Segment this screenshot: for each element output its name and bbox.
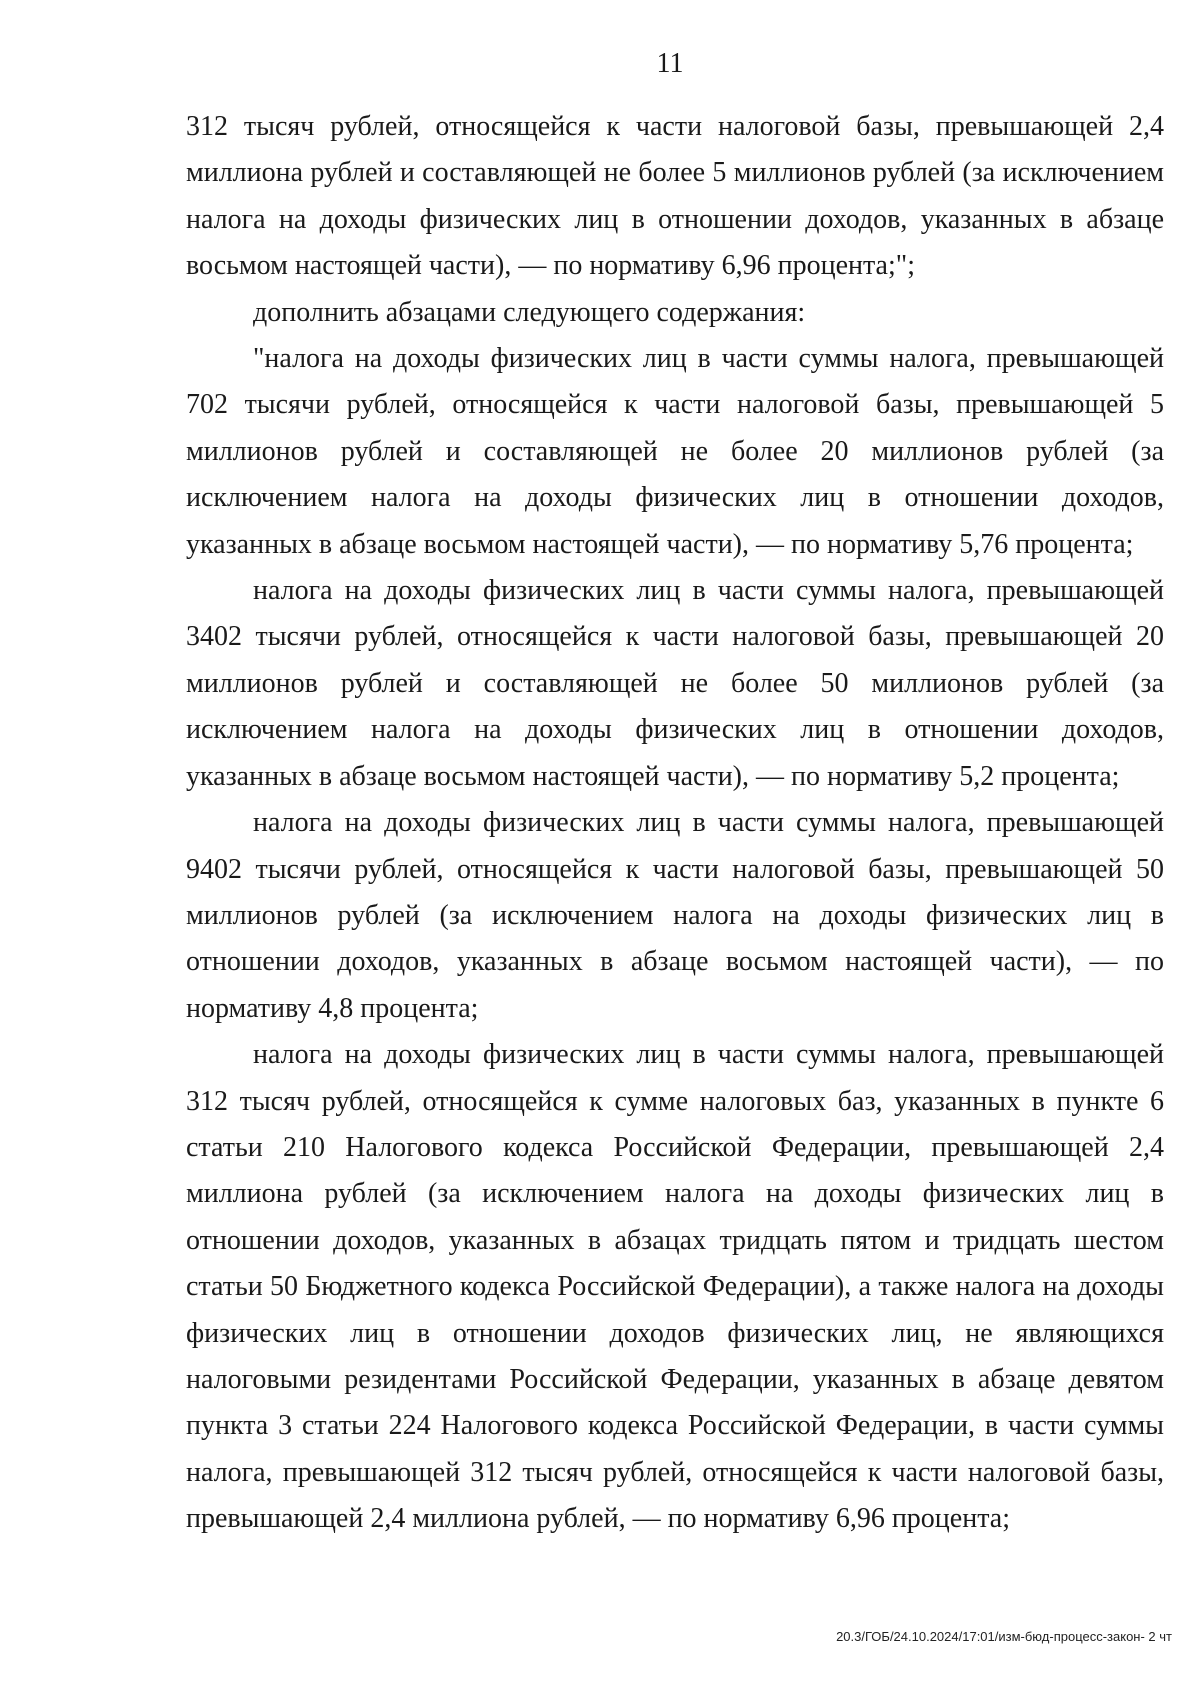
paragraph-rate-6-96: налога на доходы физических лиц в части суммы налога, превышающей 312 тысяч рублей, относящейся к сумме налоговых баз, указанных в пункте 6 статьи 210 Налогового кодекса Российской Федерации, превышающей 2,4 миллиона рублей (за исключением налога на доходы физических лиц в отношении доходов, указанных в абзацах тридцать пятом и тридцать шестом статьи 50 Бюджетного кодекса Российской Федерации), а также налога на доходы физических лиц в отношении доходов физических лиц, не являющихся налоговыми резидентами Российской Федерации, указанных в абзаце девятом пункта 3 статьи 224 Налогового кодекса Российской Федерации, в части суммы налога, превышающей 312 тысяч рублей, относящейся к части налоговой базы, превышающей 2,4 миллиона рублей, — по нормативу 6,96 процента; (186, 1039, 1164, 1535)
document-footer-code: 20.3/ГОБ/24.10.2024/17:01/изм-бюд-процесс-закон- 2 чт (836, 1629, 1172, 1644)
paragraph-rate-4-8: налога на доходы физических лиц в части суммы налога, превышающей 9402 тысячи рублей, относящейся к части налоговой базы, превышающей 50 миллионов рублей (за исключением налога на доходы физических лиц в отношении доходов, указанных в абзаце восьмом настоящей части), — по нормативу 4,8 процента; (186, 807, 1164, 1024)
paragraph-rate-5-76: "налога на доходы физических лиц в части суммы налога, превышающей 702 тысячи рублей, относящейся к части налоговой базы, превышающей 5 миллионов рублей и составляющей не более 20 миллионов рублей (за исключением налога на доходы физических лиц в отношении доходов, указанных в абзаце восьмом настоящей части), — по нормативу 5,76 процента; (186, 343, 1164, 560)
paragraph-amendment-intro: дополнить абзацами следующего содержания: (253, 296, 806, 328)
paragraph-rate-5-2: налога на доходы физических лиц в части суммы налога, превышающей 3402 тысячи рублей, относящейся к части налоговой базы, превышающей 20 миллионов рублей и составляющей не более 50 миллионов рублей (за исключением налога на доходы физических лиц в отношении доходов, указанных в абзаце восьмом настоящей части), — по нормативу 5,2 процента; (186, 575, 1164, 792)
paragraph-continuation: 312 тысяч рублей, относящейся к части налоговой базы, превышающей 2,4 миллиона рублей и составляющей не более 5 миллионов рублей (за исключением налога на доходы физических лиц в отношении доходов, указанных в абзаце восьмом настоящей части), — по нормативу 6,96 процента;"; (186, 111, 1164, 282)
document-body (186, 104, 1164, 1543)
page-number: 11 (656, 48, 684, 79)
